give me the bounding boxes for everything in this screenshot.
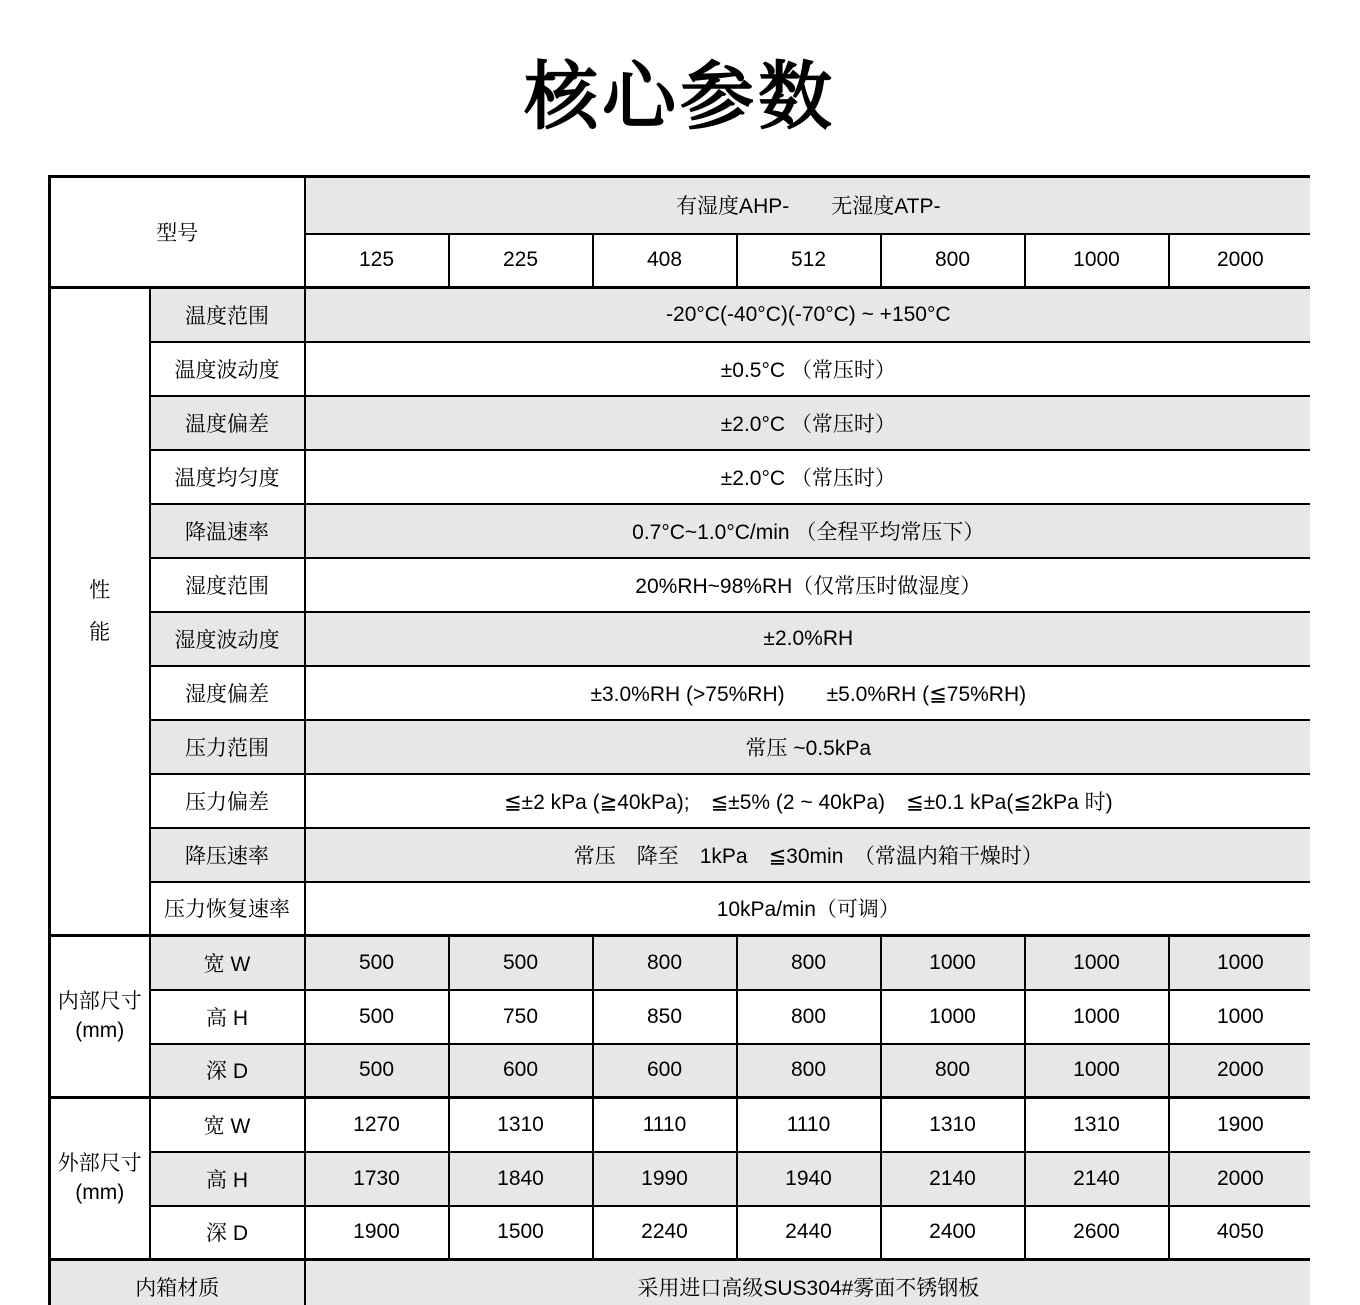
performance-group-text: 性 能 [89, 578, 111, 644]
row-label: 湿度波动度 [150, 612, 305, 666]
row-value: 0.7°C~1.0°C/min （全程平均常压下） [305, 504, 1311, 558]
material-value: 采用进口高级SUS304#雾面不锈钢板 [305, 1260, 1311, 1305]
model-number: 512 [737, 234, 881, 288]
dim-value: 1310 [881, 1098, 1025, 1152]
dim-value: 800 [737, 990, 881, 1044]
dim-value: 600 [593, 1044, 737, 1098]
row-label: 压力恢复速率 [150, 882, 305, 936]
inner-dims-unit: (mm) [75, 1018, 125, 1042]
dim-value: 1000 [1025, 990, 1169, 1044]
model-number: 800 [881, 234, 1025, 288]
row-label: 高 H [150, 990, 305, 1044]
dim-value: 500 [449, 936, 593, 990]
row-label: 温度波动度 [150, 342, 305, 396]
dim-value: 1900 [1169, 1098, 1311, 1152]
dim-value: 1000 [1169, 990, 1311, 1044]
dim-value: 800 [737, 936, 881, 990]
dim-value: 1110 [737, 1098, 881, 1152]
row-label: 深 D [150, 1044, 305, 1098]
row-label: 湿度偏差 [150, 666, 305, 720]
dim-value: 1000 [881, 990, 1025, 1044]
dim-value: 1110 [593, 1098, 737, 1152]
dim-value: 1900 [305, 1206, 449, 1260]
row-value: ±2.0°C （常压时） [305, 396, 1311, 450]
row-value: ±2.0°C （常压时） [305, 450, 1311, 504]
dim-value: 800 [593, 936, 737, 990]
row-value: ±2.0%RH [305, 612, 1311, 666]
row-label: 温度偏差 [150, 396, 305, 450]
row-label: 高 H [150, 1152, 305, 1206]
dim-value: 1940 [737, 1152, 881, 1206]
dim-value: 1000 [881, 936, 1025, 990]
dim-value: 2000 [1169, 1044, 1311, 1098]
model-number: 1000 [1025, 234, 1169, 288]
core-parameters-table [48, 175, 1310, 1305]
dim-value: 2140 [1025, 1152, 1169, 1206]
row-label: 深 D [150, 1206, 305, 1260]
model-number: 2000 [1169, 234, 1311, 288]
dim-value: 500 [305, 1044, 449, 1098]
dim-value: 750 [449, 990, 593, 1044]
dim-value: 2440 [737, 1206, 881, 1260]
row-value: ±3.0%RH (>75%RH) ±5.0%RH (≦75%RH) [305, 666, 1311, 720]
dim-value: 1000 [1025, 936, 1169, 990]
performance-group-label [50, 288, 150, 936]
model-number: 225 [449, 234, 593, 288]
dim-value: 850 [593, 990, 737, 1044]
row-label: 降压速率 [150, 828, 305, 882]
series-header: 有湿度AHP- 无湿度ATP- [305, 177, 1311, 234]
material-label: 内箱材质 [50, 1260, 305, 1305]
dim-value: 2400 [881, 1206, 1025, 1260]
model-number: 408 [593, 234, 737, 288]
row-label: 温度范围 [150, 288, 305, 342]
outer-dims-title: 外部尺寸 [57, 1152, 142, 1176]
row-value: 常压 降至 1kPa ≦30min （常温内箱干燥时） [305, 828, 1311, 882]
dim-value: 2600 [1025, 1206, 1169, 1260]
row-value: 20%RH~98%RH（仅常压时做湿度） [305, 558, 1311, 612]
dim-value: 800 [737, 1044, 881, 1098]
row-value: 10kPa/min（可调） [305, 882, 1311, 936]
dim-value: 800 [881, 1044, 1025, 1098]
model-number: 125 [305, 234, 449, 288]
dim-value: 1000 [1025, 1044, 1169, 1098]
row-value: 常压 ~0.5kPa [305, 720, 1311, 774]
model-header-label: 型号 [50, 177, 305, 288]
row-label: 宽 W [150, 936, 305, 990]
dim-value: 2000 [1169, 1152, 1311, 1206]
dim-value: 1990 [593, 1152, 737, 1206]
outer-dims-unit: (mm) [75, 1180, 125, 1204]
row-label: 温度均匀度 [150, 450, 305, 504]
row-label: 湿度范围 [150, 558, 305, 612]
page-title: 核心参数 [524, 55, 836, 138]
dim-value: 600 [449, 1044, 593, 1098]
inner-dims-title: 内部尺寸 [57, 990, 142, 1014]
row-label: 宽 W [150, 1098, 305, 1152]
row-value: ±0.5°C （常压时） [305, 342, 1311, 396]
row-value: -20°C(-40°C)(-70°C) ~ +150°C [305, 288, 1311, 342]
dim-value: 500 [305, 990, 449, 1044]
dim-value: 1310 [1025, 1098, 1169, 1152]
row-value: ≦±2 kPa (≧40kPa); ≦±5% (2 ~ 40kPa) ≦±0.1 kPa(≦2kPa 时) [305, 774, 1311, 828]
dim-value: 2240 [593, 1206, 737, 1260]
dim-value: 500 [305, 936, 449, 990]
dim-value: 1730 [305, 1152, 449, 1206]
row-label: 压力范围 [150, 720, 305, 774]
dim-value: 4050 [1169, 1206, 1311, 1260]
dim-value: 1310 [449, 1098, 593, 1152]
dim-value: 1270 [305, 1098, 449, 1152]
dim-value: 1500 [449, 1206, 593, 1260]
row-label: 压力偏差 [150, 774, 305, 828]
inner-dims-group-label [50, 936, 150, 1098]
dim-value: 1840 [449, 1152, 593, 1206]
dim-value: 2140 [881, 1152, 1025, 1206]
row-label: 降温速率 [150, 504, 305, 558]
outer-dims-group-label [50, 1098, 150, 1260]
dim-value: 1000 [1169, 936, 1311, 990]
